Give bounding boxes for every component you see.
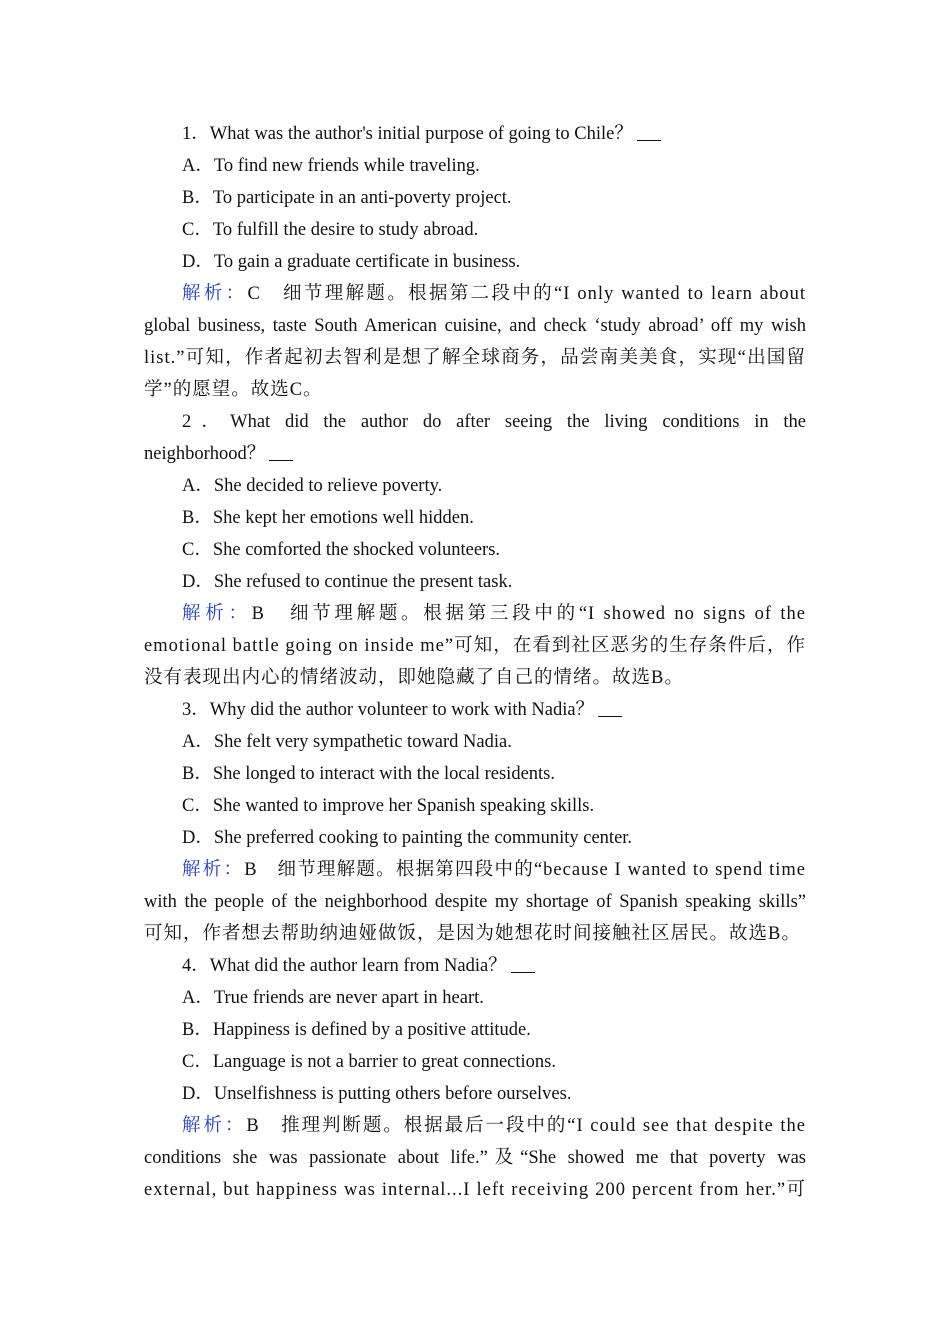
answer-blank bbox=[637, 122, 661, 141]
answer-blank bbox=[598, 698, 622, 717]
question-1-option-b: B．To participate in an anti-poverty project. bbox=[182, 188, 512, 208]
question-3-analysis-line: with the people of the neighborhood despite my shortage of Spanish speaking skills” bbox=[144, 892, 806, 912]
question-2-option-a: A．She decided to relieve poverty. bbox=[182, 476, 443, 496]
question-4-option-b: B．Happiness is defined by a positive attitude. bbox=[182, 1020, 531, 1040]
analysis-label: 解析： bbox=[182, 860, 245, 880]
question-4-stem: 4．What did the author learn from Nadia？ bbox=[144, 950, 806, 982]
question-3-analysis-line: 解析：B 细节理解题。根据第四段中的“because I wanted to spend time bbox=[182, 860, 806, 880]
question-2-analysis-line: 解析：B 细节理解题。根据第三段中的“I showed no signs of the bbox=[182, 604, 806, 624]
analysis-label: 解析： bbox=[182, 604, 252, 624]
question-1-option-c: C．To fulfill the desire to study abroad. bbox=[182, 220, 479, 240]
question-3-option-d: D．She preferred cooking to painting the community center. bbox=[182, 828, 633, 848]
question-3-analysis-line: 可知，作者想去帮助纳迪娅做饭，是因为她想花时间接触社区居民。故选B。 bbox=[144, 924, 801, 944]
question-3-option-c: C．She wanted to improve her Spanish speaking skills. bbox=[182, 796, 595, 816]
question-1-option-a: A．To find new friends while traveling. bbox=[182, 156, 480, 176]
analysis-label: 解析： bbox=[182, 284, 248, 304]
answer-blank bbox=[269, 442, 293, 461]
question-1-analysis-line: 学”的愿望。故选C。 bbox=[144, 380, 323, 400]
question-3-option-a: A．She felt very sympathetic toward Nadia. bbox=[182, 732, 512, 752]
question-2-analysis-line: 没有表现出内心的情绪波动，即她隐藏了自己的情绪。故选B。 bbox=[144, 668, 684, 688]
question-3-option-b: B．She longed to interact with the local residents. bbox=[182, 764, 555, 784]
question-4-analysis-line: 解析：B 推理判断题。根据最后一段中的“I could see that despite the bbox=[182, 1116, 806, 1136]
question-4-analysis-line: external, but happiness was internal...I left receiving 200 percent from her.”可 bbox=[144, 1180, 806, 1200]
question-2-option-d: D．She refused to continue the present task. bbox=[182, 572, 513, 592]
question-4-option-a: A．True friends are never apart in heart. bbox=[182, 988, 484, 1008]
question-4-option-c: C．Language is not a barrier to great connections. bbox=[182, 1052, 556, 1072]
question-2-option-b: B．She kept her emotions well hidden. bbox=[182, 508, 474, 528]
question-2-stem: 2．What did the author do after seeing the living conditions in the bbox=[182, 412, 806, 432]
question-1-analysis-line: list.”可知，作者起初去智利是想了解全球商务，品尝南美美食，实现“出国留 bbox=[144, 348, 806, 368]
question-4-option-d: D．Unselfishness is putting others before ourselves. bbox=[182, 1084, 572, 1104]
analysis-label: 解析： bbox=[182, 1116, 247, 1136]
question-2-analysis-line: emotional battle going on inside me”可知，在看到社区恶劣的生存条件后，作 bbox=[144, 636, 806, 656]
question-2-stem: neighborhood？ bbox=[144, 438, 806, 470]
answer-blank bbox=[511, 954, 535, 973]
question-1-stem: 1．What was the author's initial purpose of going to Chile？ bbox=[144, 118, 806, 150]
question-1-analysis-line: 解析：C 细节理解题。根据第二段中的“I only wanted to learn about bbox=[182, 284, 806, 304]
question-1-analysis-line: global business, taste South American cuisine, and check ‘study abroad’ off my wish bbox=[144, 316, 806, 336]
question-4-analysis-line: conditions she was passionate about life.”及“She showed me that poverty was bbox=[144, 1148, 806, 1168]
question-2-option-c: C．She comforted the shocked volunteers. bbox=[182, 540, 501, 560]
question-3-stem: 3．Why did the author volunteer to work with Nadia？ bbox=[144, 694, 806, 726]
question-1-option-d: D．To gain a graduate certificate in business. bbox=[182, 252, 521, 272]
document-page bbox=[144, 118, 806, 1206]
